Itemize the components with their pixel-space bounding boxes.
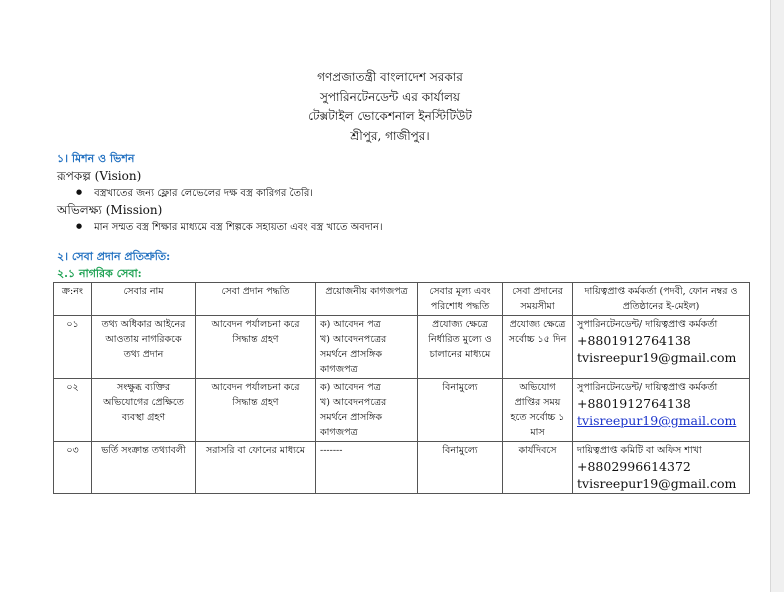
officer-phone: +8801912764138 [577, 333, 691, 348]
cell-time: প্রযোজ্য ক্ষেত্রে সর্বোচ্চ ১৫ দিন [503, 316, 573, 379]
officer-title: সুপারিনটেনডেন্ট/ দায়িত্বপ্রাপ্ত কর্মকর্তা [577, 319, 718, 330]
doc-item: ক) আবেদন পত্র [320, 382, 381, 393]
cell-docs [316, 442, 418, 494]
header-line: গণপ্রজাতন্ত্রী বাংলাদেশ সরকার [317, 70, 463, 84]
cell-officer [573, 442, 750, 494]
section2-subtitle: ২.১ নাগরিক সেবা: [57, 267, 142, 280]
header-line: সুপারিনটেনডেন্ট এর কার্যালয় [319, 89, 460, 104]
mission-item: ● মান সম্মত বস্ত্র শিক্ষার মাধ্যমে বস্ত্র শিল্পকে সহায়তা এবং বস্ত্র খাতে অবদান। [76, 220, 383, 237]
officer-email: tvisreepur19@gmail.com [577, 476, 737, 491]
officer-phone: +8801912764138 [577, 396, 691, 411]
mission-label: অভিলক্ষ্য (Mission) [57, 203, 163, 217]
officer-email: tvisreepur19@gmail.com [577, 350, 737, 365]
col-header: দায়িত্বপ্রাপ্ত কর্মকর্তা (পদবী, ফোন নম্বর ও প্রতিষ্ঠানের ই-মেইল) [573, 283, 750, 316]
cell-docs [316, 379, 418, 442]
cell-name: ভর্তি সংক্রান্ত তথ্যাবলী [92, 442, 196, 494]
cell-docs [316, 316, 418, 379]
cell-no: ০৩ [54, 442, 92, 494]
officer-title: সুপারিনটেনডেন্ট/ দায়িত্বপ্রাপ্ত কর্মকর্তা [577, 382, 718, 393]
page-edge [770, 0, 784, 592]
col-header: সেবা প্রদানের সময়সীমা [503, 283, 573, 316]
cell-method: আবেদন পর্যালচনা করে সিদ্ধান্ত গ্রহণ [196, 316, 316, 379]
cell-no: ০২ [54, 379, 92, 442]
cell-method: আবেদন পর্যালচনা করে সিদ্ধান্ত গ্রহণ [196, 379, 316, 442]
cell-fee: বিনামুল্যে [418, 442, 503, 494]
officer-phone: +8802996614372 [577, 459, 691, 474]
cell-method: সরাসরি বা ফোনের মাধ্যমে [196, 442, 316, 494]
header-line: টেক্সটাইল ভোকেশনাল ইনস্টিটিউট [308, 109, 472, 123]
cell-fee: প্রযোজ্য ক্ষেত্রে নির্ধারিত মুল্যে ও চালানের মাধ্যমে [418, 316, 503, 379]
col-header: সেবার নাম [92, 283, 196, 316]
table-header-row [54, 283, 750, 316]
document-header [240, 68, 540, 146]
col-header: সেবার মূল্য এবং পরিশোধ পদ্ধতি [418, 283, 503, 316]
table-row [54, 379, 750, 442]
vision-item: ● বস্ত্রখাতের জন্য ফ্লোর লেভেলের দক্ষ বস্ত্র কারিগর তৈরি। [76, 186, 313, 203]
cell-time: অভিযোগ প্রাপ্তির সময় হতে সর্বোচ্চ ১ মাস [503, 379, 573, 442]
cell-fee: বিনামুল্যে [418, 379, 503, 442]
cell-officer [573, 379, 750, 442]
table-row [54, 316, 750, 379]
cell-name: তথ্য অধিকার আইনের আওতায় নাগরিককে তথ্য প্রদান [92, 316, 196, 379]
doc-item: খ) আবেদনপত্রের সমর্থনে প্রাসঙ্গিক কাগজপত্র [320, 334, 387, 375]
doc-item: ------- [320, 445, 343, 456]
doc-item: ক) আবেদন পত্র [320, 319, 381, 330]
cell-name: সংক্ষুব্ধ ব্যক্তির অভিযোগের প্রেক্ষিতে ব্যবস্থা গ্রহণ [92, 379, 196, 442]
header-line: শ্রীপুর, গাজীপুর। [350, 128, 430, 143]
doc-item: খ) আবেদনপত্রের সমর্থনে প্রাসঙ্গিক কাগজপত্র [320, 397, 387, 438]
col-header: ক্র:নং [54, 283, 92, 316]
officer-title: দায়িত্বপ্রাপ্ত কমিটি বা অফিস শাখা [577, 445, 702, 456]
table-row [54, 442, 750, 494]
vision-label: রূপকল্প (Vision) [57, 169, 142, 183]
cell-no: ০১ [54, 316, 92, 379]
citizen-services-table [53, 282, 750, 494]
col-header: সেবা প্রদান পদ্ধতি [196, 283, 316, 316]
cell-time: কার্যদিবসে [503, 442, 573, 494]
col-header: প্রয়োজনীয় কাগজপত্র [316, 283, 418, 316]
section1-title: ১। মিশন ও ভিশন [57, 152, 135, 165]
cell-officer [573, 316, 750, 379]
officer-email-link[interactable]: tvisreepur19@gmail.com [577, 413, 737, 428]
section2-title: ২। সেবা প্রদান প্রতিশ্রুতি: [57, 250, 171, 263]
